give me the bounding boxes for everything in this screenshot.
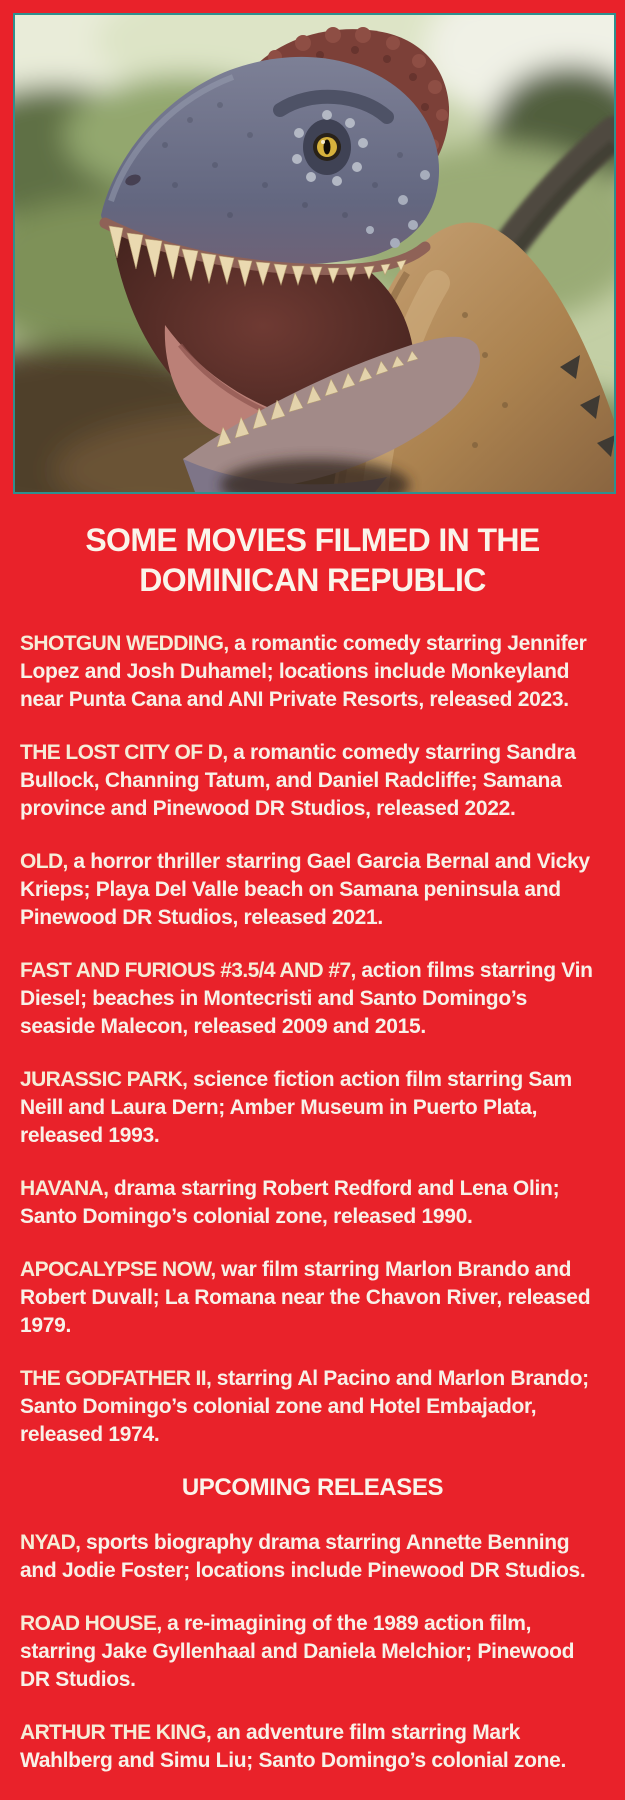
movie-entry-arthur-the-king xyxy=(20,1719,605,1775)
movie-description: action films starring Vin Diesel; beaches in Montecristi and Santo Domingo’s seaside Malecon, released 2009 and 2015. xyxy=(20,959,593,1038)
movie-title: JURASSIC PARK, xyxy=(20,1068,188,1091)
movie-entry-jurassic-park xyxy=(20,1066,605,1150)
movie-description: starring Al Pacino and Marlon Brando; Santo Domingo’s colonial zone and Hotel Embajador, released 1974. xyxy=(20,1367,589,1446)
movie-title: FAST AND FURIOUS #3.5/4 AND #7, xyxy=(20,959,356,982)
movie-title: SHOTGUN WEDDING, xyxy=(20,632,229,655)
movie-description: science fiction action film starring Sam Neill and Laura Dern; Amber Museum in Puerto Plata, released 1993. xyxy=(20,1068,572,1147)
movie-title: THE GODFATHER II, xyxy=(20,1367,212,1390)
dinosaur-photo xyxy=(13,13,616,494)
page-title-line-1: SOME MOVIES FILMED IN THE xyxy=(85,522,540,558)
movie-entry-old xyxy=(20,848,605,932)
movie-entry-godfather-ii xyxy=(20,1365,605,1449)
movie-description: an adventure film starring Mark Wahlberg and Simu Liu; Santo Domingo’s colonial zone. xyxy=(20,1721,567,1772)
page-title xyxy=(0,520,625,600)
movie-description: war film starring Marlon Brando and Robert Duvall; La Romana near the Chavon River, released 1979. xyxy=(20,1258,591,1337)
movie-description: a horror thriller starring Gael Garcia Bernal and Vicky Krieps; Playa Del Valle beach on Samana peninsula and Pinewood DR Studios, released 2021. xyxy=(20,850,590,929)
movie-title: HAVANA, xyxy=(20,1177,109,1200)
movie-entry-nyad xyxy=(20,1529,605,1585)
movie-description: drama starring Robert Redford and Lena Olin; Santo Domingo’s colonial zone, released 1990. xyxy=(20,1177,560,1228)
page-title-line-2: DOMINICAN REPUBLIC xyxy=(139,562,486,598)
movie-entry-lost-city-of-d xyxy=(20,739,605,823)
movie-title: THE LOST CITY OF D, xyxy=(20,741,228,764)
movie-title: OLD, xyxy=(20,850,68,873)
movie-list xyxy=(20,630,605,1800)
movie-entry-apocalypse-now xyxy=(20,1256,605,1340)
movie-description: sports biography drama starring Annette Benning and Jodie Foster; locations include Pinewood DR Studios. xyxy=(20,1531,586,1582)
movie-title: ARTHUR THE KING, xyxy=(20,1721,212,1744)
movie-description: a re-imagining of the 1989 action film, starring Jake Gyllenhaal and Daniela Melchior; Pinewood DR Studios. xyxy=(20,1612,575,1691)
dinosaur-illustration xyxy=(15,15,614,492)
movie-entry-road-house xyxy=(20,1610,605,1694)
movie-entry-shotgun-wedding xyxy=(20,630,605,714)
upcoming-releases-heading: UPCOMING RELEASES xyxy=(181,1474,444,1501)
movie-entry-fast-and-furious xyxy=(20,957,605,1041)
movie-title: ROAD HOUSE, xyxy=(20,1612,162,1635)
movie-title: APOCALYPSE NOW, xyxy=(20,1258,216,1281)
movie-description: a romantic comedy starring Jennifer Lopez and Josh Duhamel; locations include Monkeyland near Punta Cana and ANI Private Resorts, released 2023. xyxy=(20,632,587,711)
movie-entry-havana xyxy=(20,1175,605,1231)
movie-description: a romantic comedy starring Sandra Bullock, Channing Tatum, and Daniel Radcliffe; Samana province and Pinewood DR Studios, released 2022. xyxy=(20,741,576,820)
movie-title: NYAD, xyxy=(20,1531,81,1554)
